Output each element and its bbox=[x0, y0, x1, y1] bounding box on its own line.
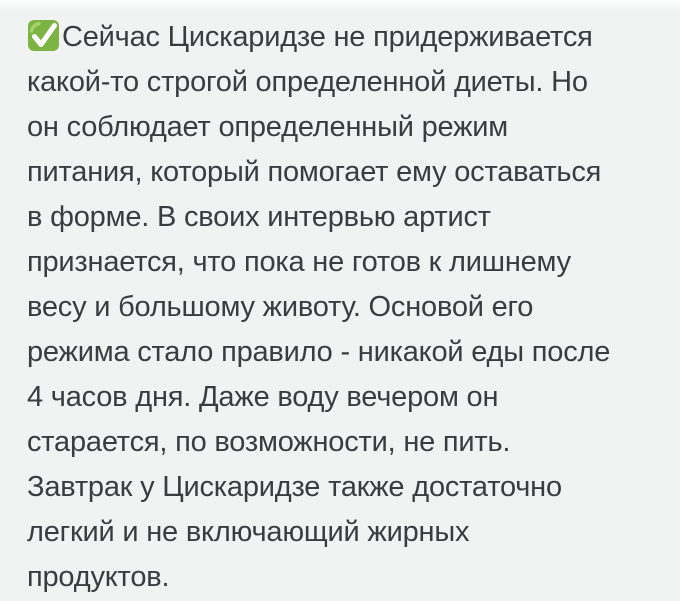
text-line-4: питания, который помогает ему оставаться bbox=[27, 156, 602, 188]
text-line-content: Сейчас Цискаридзе не придерживается bbox=[62, 21, 593, 53]
text-line-6: признается, что пока не готов к лишнему bbox=[27, 246, 571, 278]
text-line-5: в форме. В своих интервью артист bbox=[27, 201, 491, 233]
text-line-10: старается, по возможности, не пить. bbox=[27, 426, 511, 458]
text-line-3: он соблюдает определенный режим bbox=[27, 111, 509, 143]
text-line-7: весу и большому животу. Основой его bbox=[27, 291, 534, 323]
text-line-11: Завтрак у Цискаридзе также достаточно bbox=[27, 471, 562, 503]
text-line-8: режима стало правило - никакой еды после bbox=[27, 336, 611, 368]
text-line-2: какой-то строгой определенной диеты. Но bbox=[27, 66, 588, 98]
text-line-1 bbox=[27, 15, 654, 60]
text-line-9: 4 часов дня. Даже воду вечером он bbox=[27, 381, 499, 413]
text-line-13: продуктов. bbox=[27, 561, 170, 593]
check-mark-emoji-icon bbox=[27, 19, 60, 52]
text-line-12: легкий и не включающий жирных bbox=[27, 516, 470, 548]
